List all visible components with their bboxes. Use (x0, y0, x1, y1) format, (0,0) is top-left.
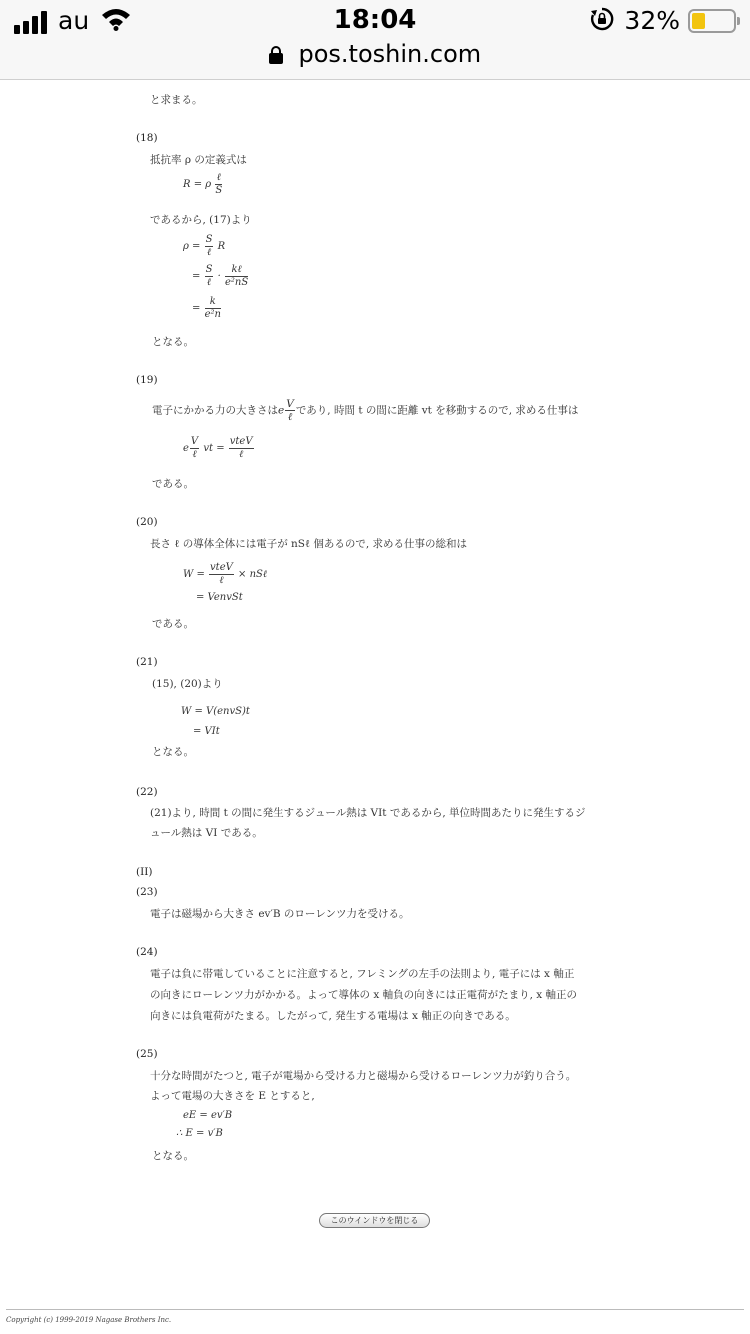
equation-18-1: R = ρ $\frac{\text{ℓ}}{S}$ (183, 172, 223, 196)
equation-25-2: ∴ E = v′B (176, 1128, 223, 1139)
section-22-number: (22) (136, 786, 158, 798)
battery-level-fill (692, 13, 705, 29)
equation-20-1: W = $\frac{\text{vteV}}{\text{ℓ}}$ × nSℓ (183, 562, 268, 586)
section-19-outro: である。 (152, 478, 194, 490)
equation-20-2: = VenvSt (196, 592, 243, 603)
section-23-number: (23) (136, 886, 158, 898)
copyright-text: Copyright (c) 1999-2019 Nagase Brothers Inc. (6, 1316, 172, 1324)
section-20-intro: 長さ ℓ の導体全体には電子が nSℓ 個あるので, 求める仕事の総和は (150, 538, 468, 550)
rotation-lock-icon (590, 7, 614, 35)
section-18-intro: 抵抗率 ρ の定義式は (150, 154, 247, 166)
address-bar[interactable] (0, 40, 750, 80)
equation-18-2: ρ = $\frac{S}{\text{ℓ}}$ R (183, 234, 226, 258)
equation-25-1: eE = ev′B (183, 1110, 233, 1121)
status-bar (0, 0, 750, 40)
section-18-number: (18) (136, 132, 158, 144)
section-25-line-1: 十分な時間がたつと, 電子が電場から受ける力と磁場から受けるローレンツ力が釣り合う。 (150, 1070, 577, 1082)
lock-icon (269, 40, 299, 68)
part-2-heading: (II) (136, 866, 153, 878)
equation-21-2: = VIt (193, 726, 220, 737)
close-window-button[interactable]: このウインドウを閉じる (319, 1213, 430, 1228)
document-page (0, 80, 750, 1334)
section-24-number: (24) (136, 946, 158, 958)
section-24-line-3: 向きには負電荷がたまる。したがって, 発生する電場は x 軸正の向きである。 (150, 1010, 516, 1022)
section-18-outro: となる。 (152, 336, 194, 348)
equation-18-4: = $\frac{k}{\text{e²n}}$ (192, 296, 221, 320)
equation-18-3: = $\frac{S}{\text{ℓ}}$ · $\frac{\text{kℓ}}{\text{e²nS}}$ (192, 264, 249, 288)
equation-19: e $\frac{V}{\text{ℓ}}$ vt = $\frac{\text{vteV}}{\text{ℓ}}$ (183, 436, 253, 460)
section-24-line-2: の向きにローレンツ力がかかる。よって導体の x 軸負の向きには正電荷がたまり, x 軸正の (150, 989, 578, 1001)
battery-icon (688, 9, 736, 33)
section-18-mid: であるから, (17)より (150, 214, 252, 226)
footer-divider (6, 1309, 744, 1310)
section-21-intro: (15), (20)より (152, 678, 223, 690)
section-23-text: 電子は磁場から大きさ ev′B のローレンツ力を受ける。 (150, 908, 410, 920)
section-19-text: 電子にかかる力の大きさはe $\frac{V}{\text{ℓ}}$ であり, 時間 t の間に距離 vt を移動するので, 求める仕事は (152, 398, 579, 423)
section-25-line-2: よって電場の大きさを E とすると, (150, 1090, 315, 1102)
section-20-outro: である。 (152, 618, 194, 630)
text-17-tail: と求まる。 (150, 94, 203, 106)
section-25-number: (25) (136, 1048, 158, 1060)
section-20-number: (20) (136, 516, 158, 528)
section-21-outro: となる。 (152, 746, 194, 758)
section-24-line-1: 電子は負に帯電していることに注意すると, フレミングの左手の法則より, 電子には x 軸正 (150, 968, 575, 980)
carrier-name: au (58, 6, 90, 35)
section-22-line-2: ュール熱は VI である。 (150, 827, 263, 839)
equation-21-1: W = V(envS)t (181, 706, 250, 717)
section-22-line-1: (21)より, 時間 t の間に発生するジュール熱は VIt であるから, 単位時間あたりに発生するジ (150, 807, 586, 819)
url-text[interactable]: pos.toshin.com (298, 40, 482, 68)
section-25-outro: となる。 (152, 1150, 194, 1162)
battery-percent: 32% (624, 6, 680, 35)
section-19-number: (19) (136, 374, 158, 386)
section-21-number: (21) (136, 656, 158, 668)
status-time: 18:04 (333, 5, 417, 35)
